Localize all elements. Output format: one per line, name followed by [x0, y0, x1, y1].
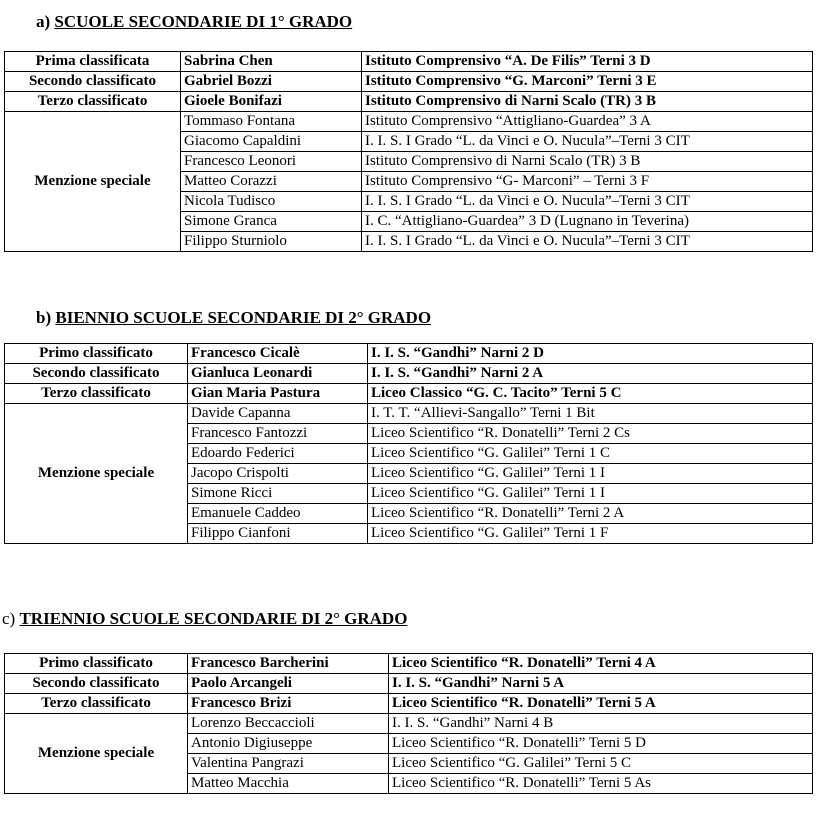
school-cell: I. C. “Attigliano-Guardea” 3 D (Lugnano in Teverina) [362, 212, 813, 232]
mention-row [5, 404, 813, 424]
school-cell: Liceo Scientifico “R. Donatelli” Terni 5 As [389, 774, 813, 794]
name-cell: Simone Granca [181, 212, 362, 232]
name-cell: Jacopo Crispolti [188, 464, 368, 484]
rank-cell: Terzo classificato [5, 92, 181, 112]
school-cell: Liceo Scientifico “R. Donatelli” Terni 2 A [368, 504, 813, 524]
podium-row [5, 674, 813, 694]
school-cell: I. I. S. “Gandhi” Narni 2 D [368, 344, 813, 364]
rank-cell: Terzo classificato [5, 384, 188, 404]
section-a-heading [36, 12, 352, 32]
name-cell: Gian Maria Pastura [188, 384, 368, 404]
school-cell: Liceo Classico “G. C. Tacito” Terni 5 C [368, 384, 813, 404]
name-cell: Giacomo Capaldini [181, 132, 362, 152]
school-cell: Istituto Comprensivo “A. De Filis” Terni 3 D [362, 52, 813, 72]
name-cell: Davide Capanna [188, 404, 368, 424]
rank-cell: Primo classificato [5, 654, 188, 674]
section-a-title: SCUOLE SECONDARIE DI 1° GRADO [54, 12, 353, 31]
name-cell: Francesco Barcherini [188, 654, 389, 674]
school-cell: I. I. S. “Gandhi” Narni 4 B [389, 714, 813, 734]
podium-row [5, 72, 813, 92]
school-cell: Liceo Scientifico “G. Galilei” Terni 1 I [368, 464, 813, 484]
school-cell: Liceo Scientifico “R. Donatelli” Terni 5 D [389, 734, 813, 754]
name-cell: Emanuele Caddeo [188, 504, 368, 524]
rank-cell: Terzo classificato [5, 694, 188, 714]
podium-row [5, 384, 813, 404]
mention-row [5, 714, 813, 734]
section-b-table [4, 343, 813, 544]
section-c-title: TRIENNIO SCUOLE SECONDARIE DI 2° GRADO [19, 609, 408, 628]
name-cell: Paolo Arcangeli [188, 674, 389, 694]
name-cell: Valentina Pangrazi [188, 754, 389, 774]
name-cell: Simone Ricci [188, 484, 368, 504]
rank-cell: Prima classificata [5, 52, 181, 72]
mention-label-cell: Menzione speciale [5, 404, 188, 544]
section-b-title: BIENNIO SCUOLE SECONDARIE DI 2° GRADO [55, 308, 432, 327]
section-c-heading [2, 609, 407, 629]
podium-row [5, 344, 813, 364]
section-b-prefix: b) [36, 308, 52, 327]
school-cell: Liceo Scientifico “G. Galilei” Terni 1 I [368, 484, 813, 504]
school-cell: Istituto Comprensivo “G- Marconi” – Terni 3 F [362, 172, 813, 192]
podium-row [5, 92, 813, 112]
school-cell: Liceo Scientifico “G. Galilei” Terni 1 C [368, 444, 813, 464]
podium-row [5, 52, 813, 72]
name-cell: Filippo Sturniolo [181, 232, 362, 252]
school-cell: Istituto Comprensivo di Narni Scalo (TR) 3 B [362, 92, 813, 112]
section-c-table [4, 653, 813, 794]
name-cell: Sabrina Chen [181, 52, 362, 72]
section-a-table [4, 51, 813, 252]
section-a-prefix: a) [36, 12, 51, 31]
rank-cell: Primo classificato [5, 344, 188, 364]
mention-label-cell: Menzione speciale [5, 112, 181, 252]
school-cell: Liceo Scientifico “R. Donatelli” Terni 4 A [389, 654, 813, 674]
podium-row [5, 694, 813, 714]
mention-row [5, 112, 813, 132]
name-cell: Antonio Digiuseppe [188, 734, 389, 754]
name-cell: Tommaso Fontana [181, 112, 362, 132]
section-c-prefix: c) [2, 609, 16, 628]
name-cell: Gioele Bonifazi [181, 92, 362, 112]
rank-cell: Secondo classificato [5, 72, 181, 92]
name-cell: Matteo Corazzi [181, 172, 362, 192]
rank-cell: Secondo classificato [5, 364, 188, 384]
podium-row [5, 654, 813, 674]
school-cell: I. I. S. “Gandhi” Narni 5 A [389, 674, 813, 694]
school-cell: Istituto Comprensivo di Narni Scalo (TR) 3 B [362, 152, 813, 172]
school-cell: Istituto Comprensivo “Attigliano-Guardea” 3 A [362, 112, 813, 132]
section-b-heading [36, 308, 431, 328]
name-cell: Gabriel Bozzi [181, 72, 362, 92]
name-cell: Filippo Cianfoni [188, 524, 368, 544]
school-cell: I. I. S. “Gandhi” Narni 2 A [368, 364, 813, 384]
name-cell: Francesco Cicalè [188, 344, 368, 364]
name-cell: Francesco Leonori [181, 152, 362, 172]
rank-cell: Secondo classificato [5, 674, 188, 694]
school-cell: I. I. S. I Grado “L. da Vinci e O. Nucula”–Terni 3 CIT [362, 192, 813, 212]
school-cell: Liceo Scientifico “G. Galilei” Terni 5 C [389, 754, 813, 774]
school-cell: I. T. T. “Allievi-Sangallo” Terni 1 Bit [368, 404, 813, 424]
name-cell: Matteo Macchia [188, 774, 389, 794]
name-cell: Gianluca Leonardi [188, 364, 368, 384]
name-cell: Edoardo Federici [188, 444, 368, 464]
school-cell: Liceo Scientifico “R. Donatelli” Terni 5 A [389, 694, 813, 714]
name-cell: Nicola Tudisco [181, 192, 362, 212]
name-cell: Francesco Brizi [188, 694, 389, 714]
name-cell: Francesco Fantozzi [188, 424, 368, 444]
name-cell: Lorenzo Beccaccioli [188, 714, 389, 734]
podium-row [5, 364, 813, 384]
school-cell: Istituto Comprensivo “G. Marconi” Terni 3 E [362, 72, 813, 92]
school-cell: Liceo Scientifico “R. Donatelli” Terni 2 Cs [368, 424, 813, 444]
school-cell: I. I. S. I Grado “L. da Vinci e O. Nucula”–Terni 3 CIT [362, 132, 813, 152]
school-cell: I. I. S. I Grado “L. da Vinci e O. Nucula”–Terni 3 CIT [362, 232, 813, 252]
school-cell: Liceo Scientifico “G. Galilei” Terni 1 F [368, 524, 813, 544]
mention-label-cell: Menzione speciale [5, 714, 188, 794]
